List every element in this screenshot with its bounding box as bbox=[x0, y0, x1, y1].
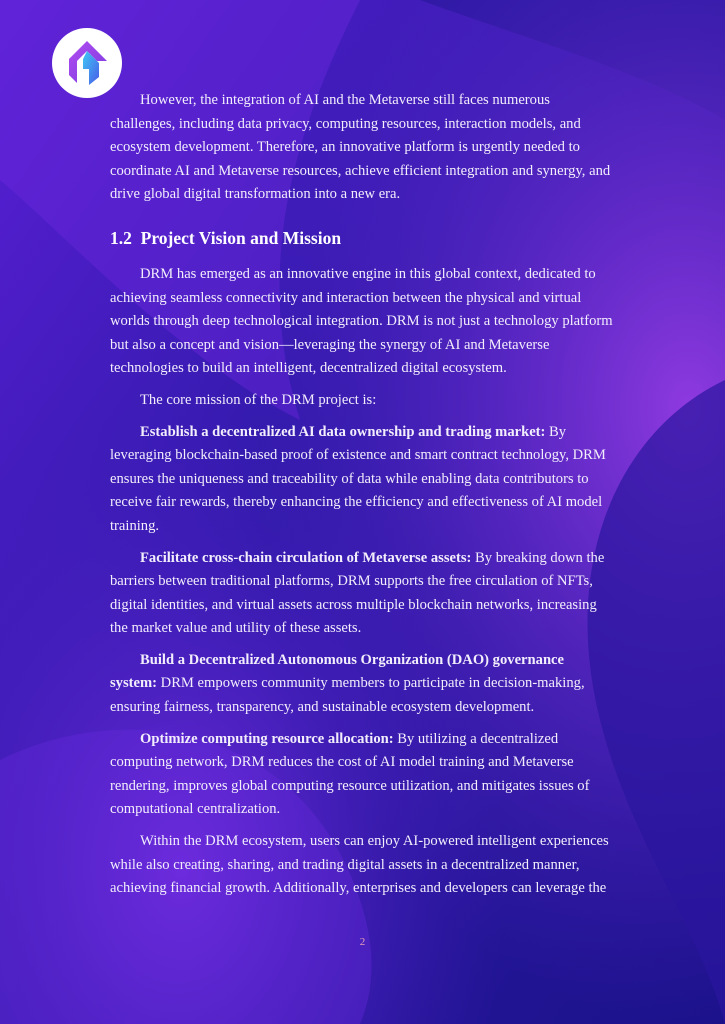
page-number: 2 bbox=[359, 936, 366, 948]
vision-paragraph: DRM has emerged as an innovative engine in this global context, dedicated to achieving seamless connectivity and interaction between the physical and virtual worlds through deep technological integration. DRM is not just a technology platform but also a concept and vision—leveraging the synergy of AI and Metaverse technologies to build an intelligent, decentralized digital ecosystem. bbox=[110, 265, 613, 377]
mission-lead: Build a Decentralized Autonomous Organization (DAO) governance system: bbox=[110, 651, 565, 692]
core-mission-intro: The core mission of the DRM project is: bbox=[140, 391, 377, 408]
mission-item bbox=[110, 421, 614, 539]
mission-text: DRM empowers community members to participate in decision-making, ensuring fairness, transparency, and sustainable ecosystem development. bbox=[110, 675, 585, 716]
document-body bbox=[110, 89, 614, 901]
mission-item bbox=[110, 649, 614, 720]
mission-lead: Optimize computing resource allocation: bbox=[140, 730, 394, 747]
mission-text: By utilizing a decentralized computing network, DRM reduces the cost of AI model training and Metaverse rendering, improves global computing resource utilization, and mitigates issues of computational centralization. bbox=[110, 730, 590, 818]
mission-text: By breaking down the barriers between traditional platforms, DRM supports the free circulation of NFTs, digital identities, and virtual assets across multiple blockchain networks, increasing the market value and utility of these assets. bbox=[110, 549, 605, 637]
company-logo bbox=[52, 28, 122, 98]
intro-paragraph: However, the integration of AI and the Metaverse still faces numerous challenges, including data privacy, computing resources, interaction models, and ecosystem development. Therefore, an innovative platform is urgently needed to coordinate AI and Metaverse resources, achieve efficient integration and synergy, and drive global digital transformation into a new era. bbox=[110, 92, 611, 203]
mission-item bbox=[110, 547, 614, 641]
section-number: 1.2 bbox=[110, 227, 132, 248]
section-title: Project Vision and Mission bbox=[140, 227, 342, 248]
closing-paragraph: Within the DRM ecosystem, users can enjoy AI-powered intelligent experiences while also creating, sharing, and trading digital assets in a decentralized manner, achieving financial growth. Additionally, enterprises and developers can leverage the bbox=[110, 833, 609, 897]
mission-text: By leveraging blockchain-based proof of existence and smart contract technology, DRM ensures the uniqueness and traceability of data while enabling data contributors to receive fair rewards, thereby enhancing the efficiency and effectiveness of AI model training. bbox=[110, 423, 606, 534]
mission-item bbox=[110, 728, 614, 822]
drm-logo-icon bbox=[61, 37, 113, 89]
mission-lead: Establish a decentralized AI data ownership and trading market: bbox=[140, 423, 546, 440]
mission-lead: Facilitate cross-chain circulation of Metaverse assets: bbox=[140, 549, 472, 566]
section-heading bbox=[110, 223, 614, 253]
